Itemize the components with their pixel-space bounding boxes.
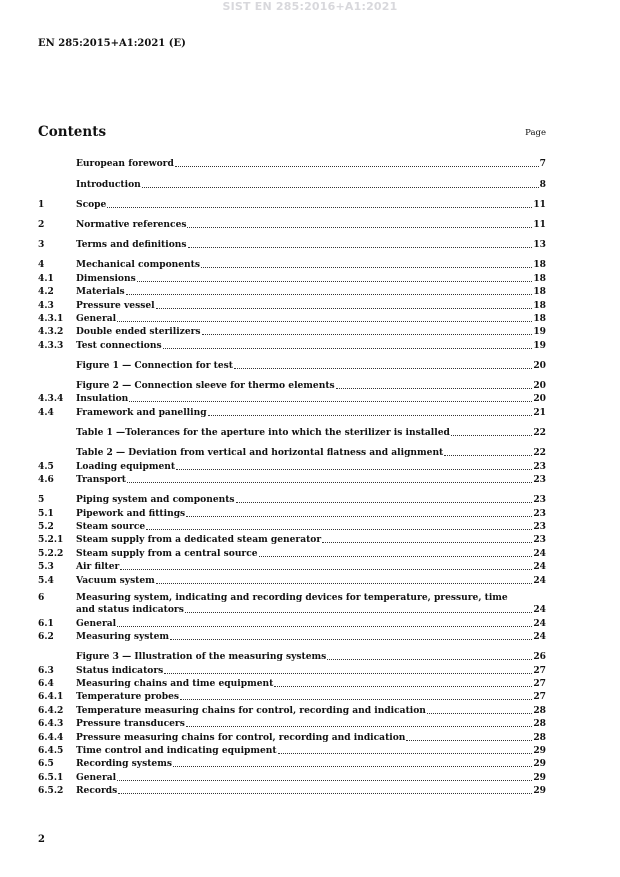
toc-entry-label: Measuring system, indicating and recording devices for temperature, pressure, time [76,592,508,604]
toc-entry-label: Temperature measuring chains for control, recording and indication [76,704,426,716]
toc-entry-label: Steam source [76,520,146,532]
toc-entry-number: 3 [38,239,45,251]
toc-entry-number: 6.5.2 [38,785,64,797]
dot-leader [336,388,533,389]
toc-entry-number: 4.3.2 [38,326,64,338]
toc-entry[interactable] [38,592,546,615]
toc-entry-page: 13 [533,239,546,251]
toc-entry[interactable] [38,649,546,662]
toc-entry-page: 23 [533,460,546,472]
toc-entry-label: Vacuum system [76,574,155,586]
toc-entry[interactable] [38,217,546,230]
toc-entry-number: 2 [38,218,45,230]
toc-entry-label: Transport [76,473,126,485]
toc-entry-label: Normative references [76,218,187,230]
toc-entry-page: 29 [533,758,546,770]
toc-entry[interactable] [38,689,546,702]
toc-entry-page: 29 [533,785,546,797]
toc-entry-page: 24 [533,604,546,616]
toc-entry-number: 4.3.3 [38,339,64,351]
dot-leader [208,415,533,416]
toc-entry-number: 1 [38,198,45,210]
dot-leader [107,207,532,208]
toc-entry-number: 4.4 [38,406,54,418]
toc-entry-number: 5.2 [38,520,54,532]
toc-entry-label: Steam supply from a central source [76,547,258,559]
dot-leader [274,686,532,687]
toc-entry-label: Introduction [76,178,141,190]
toc-entry-number: 5.1 [38,507,54,519]
toc-entry-page: 27 [533,678,546,690]
toc-entry-number: 6.4.3 [38,718,64,730]
toc-entry-label: Table 2 — Deviation from vertical and horizontal flatness and alignment [76,447,444,459]
page-title: Contents [38,124,107,140]
toc-entry[interactable] [38,391,546,404]
toc-entry[interactable] [38,769,546,782]
toc-entry-label: Pressure transducers [76,718,185,730]
dot-leader [137,281,533,282]
toc-entry-label-continued: and status indicators [76,604,184,616]
toc-entry-label: General [76,617,117,629]
dot-leader [186,516,532,517]
toc-entry-number: 5 [38,494,45,506]
toc-entry-number: 4.5 [38,460,54,472]
toc-entry-label: Mechanical components [76,259,200,271]
toc-entry[interactable] [38,196,546,209]
dot-leader [201,267,532,268]
toc-entry[interactable] [38,458,546,471]
dot-leader [278,753,533,754]
toc-entry-label: Measuring system [76,631,169,643]
toc-entry-number: 4.2 [38,286,54,298]
dot-leader [127,482,532,483]
toc-entry-number: 5.2.1 [38,534,64,546]
toc-entry-page: 21 [533,406,546,418]
dot-leader [180,699,532,700]
toc-entry[interactable] [38,676,546,689]
toc-entry-number: 6 [38,592,45,604]
toc-entry-label: Recording systems [76,758,172,770]
toc-entry-page: 18 [533,272,546,284]
dot-leader [175,166,539,167]
toc-entry-page: 23 [533,494,546,506]
toc-entry[interactable] [38,404,546,417]
toc-entry-page: 24 [533,617,546,629]
toc-entry-number: 6.5.1 [38,771,64,783]
dot-leader [202,334,533,335]
toc-entry-page: 23 [533,473,546,485]
toc-entry-number: 4.3 [38,299,54,311]
toc-entry-page: 11 [533,198,546,210]
dot-leader [259,556,533,557]
toc-entry-number: 4.3.4 [38,393,64,405]
toc-entry[interactable] [38,472,546,485]
toc-entry-page: 20 [533,393,546,405]
toc-entry-number: 6.4.5 [38,745,64,757]
toc-entry[interactable] [38,237,546,250]
toc-entry[interactable] [38,629,546,642]
toc-entry[interactable] [38,357,546,370]
toc-entry-page: 27 [533,691,546,703]
toc-entry-label: Dimensions [76,272,136,284]
toc-entry-label: Insulation [76,393,129,405]
dot-leader [120,569,532,570]
toc-entry[interactable] [38,297,546,310]
toc-entry[interactable] [38,311,546,324]
toc-entry-number: 5.4 [38,574,54,586]
toc-entry-page: 18 [533,259,546,271]
toc-entry-number: 4 [38,259,45,271]
toc-entry-number: 6.4.1 [38,691,64,703]
toc-entry[interactable] [38,378,546,391]
toc-entry-number: 6.5 [38,758,54,770]
dot-leader [156,308,533,309]
toc-entry-label: Pipework and fittings [76,507,186,519]
toc-entry-label: Records [76,785,118,797]
toc-entry-page: 7 [539,158,546,170]
toc-entry-number: 6.3 [38,664,54,676]
dot-leader [406,740,532,741]
toc-entry-label: Loading equipment [76,460,176,472]
toc-entry-page: 28 [533,718,546,730]
dot-leader [186,726,533,727]
toc-entry-label: Pressure vessel [76,299,155,311]
toc-entry-number: 4.6 [38,473,54,485]
dot-leader [322,542,532,543]
toc-entry-page: 18 [533,312,546,324]
toc-entry-label: Status indicators [76,664,164,676]
toc-entry-page: 24 [533,547,546,559]
dot-leader [451,435,532,436]
toc-entry-page: 24 [533,574,546,586]
toc-entry[interactable] [38,756,546,769]
dot-leader [156,583,533,584]
page-column-label: Page [525,128,546,138]
toc-entry-page: 8 [539,178,546,190]
dot-leader [234,368,532,369]
dot-leader [185,612,533,613]
toc-entry-page: 18 [533,299,546,311]
toc-entry-page: 29 [533,745,546,757]
toc-entry-label: Double ended sterilizers [76,326,201,338]
toc-entry-label: General [76,771,117,783]
toc-entry-page: 27 [533,664,546,676]
toc-entry-label: Steam supply from a dedicated steam generator [76,534,322,546]
toc-entry[interactable] [38,445,546,458]
toc-entry-page: 20 [533,359,546,371]
dot-leader [126,294,533,295]
toc-entry-page: 22 [533,427,546,439]
toc-entry-number: 6.4 [38,678,54,690]
dot-leader [146,529,532,530]
dot-leader [164,673,532,674]
toc-entry-page: 23 [533,507,546,519]
table-of-contents [38,156,546,796]
toc-entry[interactable] [38,492,546,505]
toc-entry-label: Figure 1 — Connection for test [76,359,233,371]
toc-entry[interactable] [38,615,546,628]
dot-leader [142,187,539,188]
dot-leader [444,455,532,456]
toc-entry-label: Terms and definitions [76,239,187,251]
dot-leader [188,247,533,248]
toc-entry-label: Framework and panelling [76,406,207,418]
toc-entry-page: 20 [533,380,546,392]
toc-entry[interactable] [38,716,546,729]
toc-entry[interactable] [38,783,546,796]
toc-entry-label: European foreword [76,158,174,170]
toc-entry[interactable] [38,702,546,715]
dot-leader [118,793,532,794]
toc-entry-label: Pressure measuring chains for control, recording and indication [76,731,406,743]
toc-entry[interactable] [38,559,546,572]
dot-leader [129,401,532,402]
dot-leader [117,321,532,322]
toc-entry[interactable] [38,176,546,189]
toc-entry-number: 6.1 [38,617,54,629]
toc-entry[interactable] [38,425,546,438]
toc-entry[interactable] [38,572,546,585]
toc-entry-page: 26 [533,651,546,663]
toc-entry-number: 5.2.2 [38,547,64,559]
dot-leader [327,659,532,660]
watermark-text: SIST EN 285:2016+A1:2021 [222,0,398,13]
toc-entry[interactable] [38,662,546,675]
toc-entry-label: Piping system and components [76,494,235,506]
dot-leader [187,227,532,228]
toc-entry[interactable] [38,257,546,270]
toc-entry[interactable] [38,284,546,297]
toc-entry[interactable] [38,505,546,518]
toc-entry[interactable] [38,324,546,337]
toc-entry-number: 6.4.4 [38,731,64,743]
page-number: 2 [38,834,45,845]
toc-entry[interactable] [38,270,546,283]
toc-entry-label: Materials [76,286,125,298]
toc-entry-page: 23 [533,520,546,532]
toc-entry-page: 19 [533,326,546,338]
toc-entry-label: Figure 3 — Illustration of the measuring systems [76,651,327,663]
toc-entry-number: 4.1 [38,272,54,284]
toc-entry-label: General [76,312,117,324]
dot-leader [176,469,532,470]
toc-entry-page: 24 [533,561,546,573]
toc-entry-page: 28 [533,704,546,716]
toc-entry-page: 29 [533,771,546,783]
dot-leader [117,626,532,627]
toc-entry-page: 23 [533,534,546,546]
toc-entry-label: Test connections [76,339,162,351]
toc-entry-number: 5.3 [38,561,54,573]
toc-entry[interactable] [38,156,546,169]
toc-entry-page: 28 [533,731,546,743]
toc-entry-label: Scope [76,198,107,210]
dot-leader [427,713,532,714]
dot-leader [170,639,532,640]
toc-entry-page: 11 [533,218,546,230]
toc-entry[interactable] [38,729,546,742]
toc-entry-label: Measuring chains and time equipment [76,678,274,690]
toc-entry-page: 18 [533,286,546,298]
toc-entry-label: Time control and indicating equipment [76,745,277,757]
toc-entry[interactable] [38,545,546,558]
toc-entry-label: Table 1 —Tolerances for the aperture into which the sterilizer is installed [76,427,450,439]
toc-entry-number: 6.2 [38,631,54,643]
toc-entry-number: 4.3.1 [38,312,64,324]
toc-entry[interactable] [38,743,546,756]
dot-leader [236,502,533,503]
toc-entry[interactable] [38,532,546,545]
toc-entry-page: 24 [533,631,546,643]
document-id: EN 285:2015+A1:2021 (E) [38,38,186,49]
toc-entry-number: 6.4.2 [38,704,64,716]
toc-entry-label: Air filter [76,561,120,573]
toc-entry-page: 19 [533,339,546,351]
toc-entry-label: Figure 2 — Connection sleeve for thermo elements [76,380,335,392]
toc-entry[interactable] [38,519,546,532]
dot-leader [163,348,533,349]
dot-leader [173,766,532,767]
dot-leader [117,780,532,781]
toc-entry-label: Temperature probes [76,691,179,703]
toc-entry-page: 22 [533,447,546,459]
toc-entry[interactable] [38,337,546,350]
